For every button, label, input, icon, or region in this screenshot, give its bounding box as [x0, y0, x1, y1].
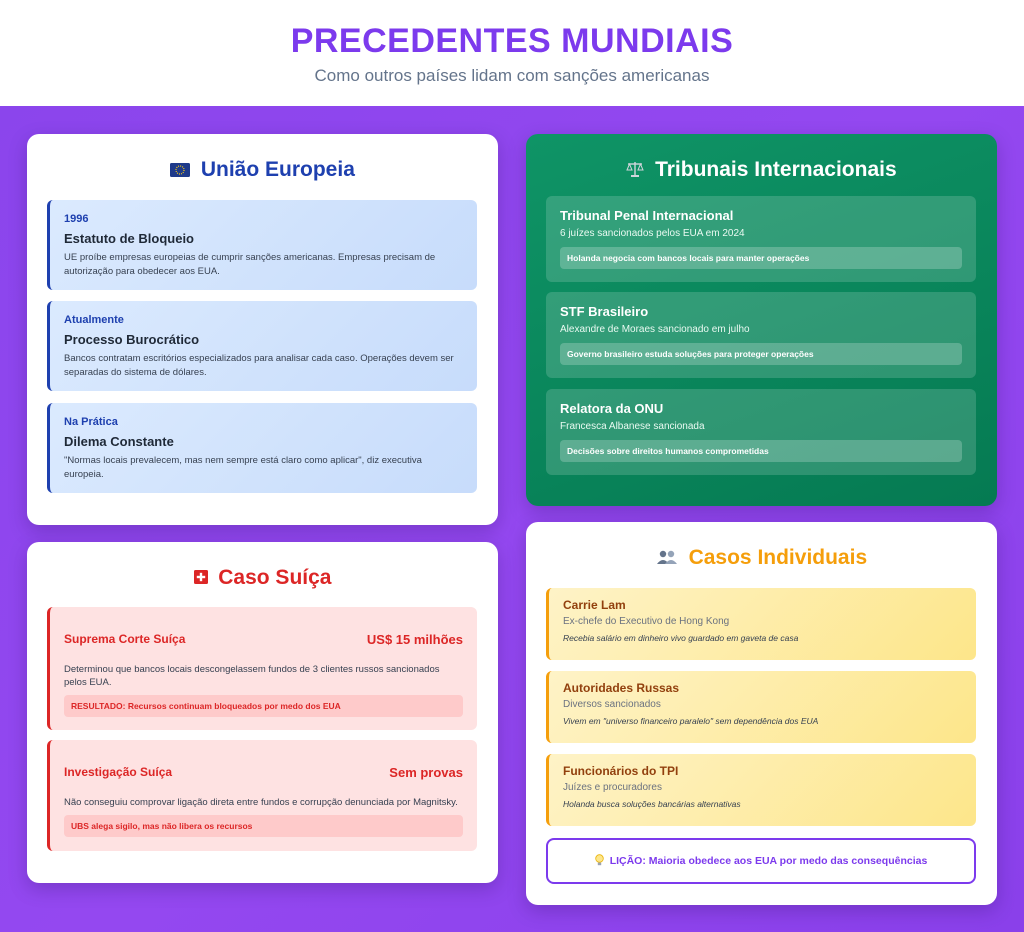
court-item-subtitle: Francesca Albanese sancionada [560, 421, 705, 432]
page-header [0, 0, 1024, 106]
individual-item-note: Recebia salário em dinheiro vivo guardado em gaveta de casa [563, 633, 799, 643]
court-item-note: Holanda negocia com bancos locais para manter operações [560, 247, 962, 269]
eu-item-na-pratica [47, 403, 477, 493]
court-item-tpi [546, 196, 976, 282]
individual-item-subtitle: Ex-chefe do Executivo de Hong Kong [563, 616, 730, 627]
individual-item-note: Holanda busca soluções bancárias alternativas [563, 799, 741, 809]
swiss-item-value: US$ 15 milhões [366, 631, 463, 647]
court-item-subtitle: Alexandre de Moraes sancionado em julho [560, 324, 750, 335]
individual-item-heading: Carrie Lam [563, 598, 626, 612]
swiss-item-result: UBS alega sigilo, mas não libera os recursos [64, 815, 463, 837]
swiss-item-result: RESULTADO: Recursos continuam bloqueados por medo dos EUA [64, 695, 463, 717]
court-item-note: Governo brasileiro estuda soluções para proteger operações [560, 343, 962, 365]
swiss-item-heading: Investigação Suíça [64, 765, 173, 779]
court-item-note: Decisões sobre direitos humanos comprometidas [560, 440, 962, 462]
eu-item-tag: 1996 [64, 213, 89, 225]
swiss-item-description: Determinou que bancos locais descongelassem fundos de 3 clientes russos sancionados pelos EUA. [64, 664, 440, 688]
lightbulb-icon [595, 854, 604, 869]
individual-item-carrie-lam [546, 588, 976, 660]
court-item-heading: Relatora da ONU [560, 401, 664, 416]
swiss-item-value: Sem provas [389, 764, 463, 780]
eu-item-tag: Atualmente [64, 314, 124, 326]
swiss-item-heading: Suprema Corte Suíça [64, 632, 186, 646]
eu-item-description: "Normas locais prevalecem, mas nem sempre está claro como aplicar", diz executiva europeia. [64, 455, 422, 480]
individual-item-heading: Autoridades Russas [563, 681, 680, 695]
courts-card [526, 134, 997, 506]
page-title: PRECEDENTES MUNDIAIS [290, 22, 734, 60]
eu-item-heading: Estatuto de Bloqueio [64, 231, 194, 246]
court-item-heading: Tribunal Penal Internacional [560, 208, 734, 223]
individual-item-russian-authorities [546, 671, 976, 743]
eu-item-heading: Processo Burocrático [64, 332, 200, 347]
individual-item-tpi-staff [546, 754, 976, 826]
eu-flag-icon [170, 161, 195, 180]
court-item-heading: STF Brasileiro [560, 304, 649, 319]
eu-item-1996 [47, 200, 477, 290]
courts-card-title: Tribunais Internacionais [526, 158, 997, 182]
swiss-item-investigation [47, 740, 477, 851]
lesson-box [546, 838, 976, 884]
eu-card-title: União Europeia [27, 158, 498, 182]
page-subtitle: Como outros países lidam com sanções americanas [314, 66, 710, 85]
court-item-stf [546, 292, 976, 378]
eu-item-description: UE proíbe empresas europeias de cumprir sanções americanas. Empresas precisam de autorização para obedecer aos EUA. [64, 252, 436, 277]
individual-item-subtitle: Diversos sancionados [563, 699, 661, 710]
swiss-flag-icon [194, 569, 213, 588]
swiss-item-supreme-court [47, 607, 477, 730]
court-item-onu [546, 389, 976, 475]
individual-item-note: Vivem em "universo financeiro paralelo" sem dependência dos EUA [563, 716, 819, 726]
scales-icon [626, 161, 649, 180]
eu-card [27, 134, 498, 525]
people-icon [656, 549, 683, 568]
eu-item-tag: Na Prática [64, 416, 118, 428]
lesson-text: LIÇÃO: Maioria obedece aos EUA por medo das consequências [609, 855, 928, 867]
eu-item-heading: Dilema Constante [64, 434, 174, 449]
individual-item-heading: Funcionários do TPI [563, 764, 679, 778]
court-item-subtitle: 6 juízes sancionados pelos EUA em 2024 [560, 228, 745, 239]
swiss-item-description: Não conseguiu comprovar ligação direta entre fundos e corrupção denunciada por Magnitsky. [64, 797, 458, 808]
individual-item-subtitle: Juízes e procuradores [563, 782, 662, 793]
individual-cases-card [526, 522, 997, 905]
individual-card-title: Casos Individuais [526, 546, 997, 570]
eu-item-description: Bancos contratam escritórios especializados para analisar cada caso. Operações devem ser separadas do sistema de dólares. [64, 353, 454, 378]
eu-item-atualmente [47, 301, 477, 391]
swiss-card-title: Caso Suíça [27, 566, 498, 590]
swiss-card [27, 542, 498, 883]
